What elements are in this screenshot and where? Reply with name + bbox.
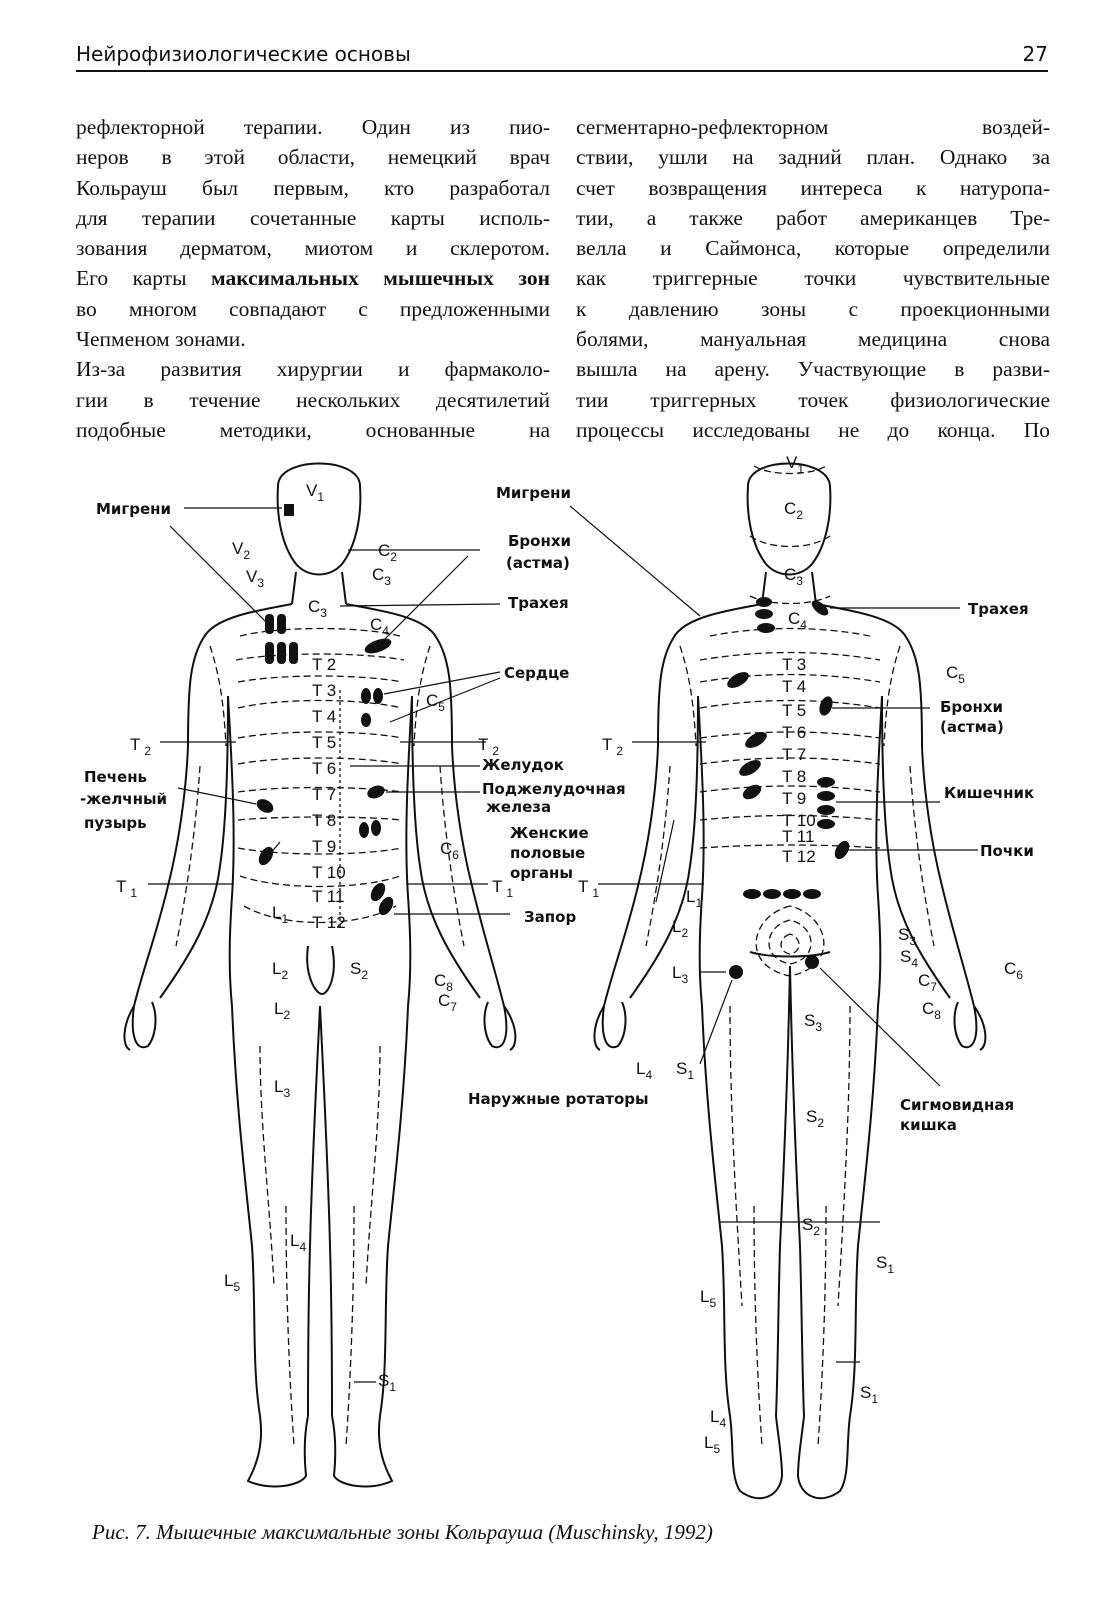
thoracic-label: T 11: [312, 887, 345, 906]
text-line: как триггерные точки чувствительные: [576, 266, 1050, 291]
seg-label: $L_4$: [710, 1407, 727, 1430]
seg-label: $S_1$: [876, 1253, 895, 1276]
thoracic-label: T 5: [782, 701, 807, 720]
text-line: Из-за развития хирургии и фармаколо-: [76, 357, 550, 382]
seg-label: $C_3$: [372, 565, 391, 588]
seg-label: $V_2$: [232, 539, 251, 562]
zone-mark: [803, 889, 821, 899]
label-pancreas: Поджелудочная: [482, 780, 626, 798]
label-trachea: Трахея: [508, 594, 569, 612]
label-kidneys: Почки: [980, 842, 1034, 860]
text-line: вышла на арену. Участвующие в разви-: [576, 357, 1050, 382]
seg-label: $L_5$: [224, 1271, 241, 1294]
back-labels: [468, 484, 1034, 1134]
seg-label: $C_6$: [1004, 959, 1023, 982]
label-bronchi: Бронхи: [940, 698, 1004, 716]
thoracic-label: T 11: [782, 827, 815, 846]
text-line: неров в этой области, немецкий врач: [76, 145, 550, 170]
label-bronchi-sub: (астма): [506, 554, 570, 572]
thoracic-label: T 12: [312, 913, 346, 932]
seg-label: $L_3$: [274, 1077, 291, 1100]
thoracic-label: T 8: [312, 811, 337, 830]
seg-label: T $_1$: [492, 877, 514, 900]
figure-caption: Рис. 7. Мышечные максимальные зоны Кольрауша (Muschinsky, 1992): [92, 1520, 713, 1544]
zone-mark: [756, 597, 772, 607]
label-sigmoid: Сигмовидная: [900, 1096, 1015, 1114]
seg-label: $L_1$: [272, 903, 289, 926]
seg-label: $L_2$: [272, 959, 289, 982]
text-line: во многом совпадают с предложенными: [76, 296, 550, 321]
front-thoracic: [312, 655, 346, 932]
thoracic-label: T 9: [312, 837, 337, 856]
seg-label: $C_4$: [788, 609, 807, 632]
zone-mark: [737, 757, 764, 779]
label-liver: пузырь: [84, 814, 147, 832]
label-bronchi-sub: (астма): [940, 718, 1004, 736]
seg-label: $C_5$: [426, 691, 445, 714]
label-pancreas: железа: [486, 798, 552, 816]
thoracic-label: T 3: [782, 655, 807, 674]
seg-label: $C_2$: [784, 499, 803, 522]
label-sigmoid: кишка: [900, 1116, 957, 1134]
zone-mark: [740, 782, 763, 802]
seg-label: $V_3$: [246, 567, 265, 590]
zone-mark: [365, 783, 386, 800]
thoracic-label: T 10: [312, 863, 346, 882]
seg-label: $V_1$: [306, 481, 325, 504]
seg-label: $L_3$: [672, 963, 689, 986]
zone-mark: [371, 820, 381, 836]
label-migraine: Мигрени: [96, 500, 172, 518]
seg-label: $C_8$: [922, 999, 941, 1022]
front-labels: [80, 500, 626, 926]
text-line: рефлекторной терапии. Один из пио-: [76, 115, 550, 139]
seg-label: $S_2$: [350, 959, 369, 982]
seg-label: $L_1$: [686, 887, 703, 910]
seg-label: $L_5$: [704, 1433, 721, 1456]
thoracic-label: T 9: [782, 789, 807, 808]
text-line: Кольрауш был первым, кто разработал: [76, 175, 550, 200]
label-female: органы: [510, 864, 573, 882]
seg-label: $S_2$: [806, 1107, 825, 1130]
thoracic-label: T 7: [312, 785, 337, 804]
zone-mark: [755, 609, 773, 619]
text-line: велла и Саймонса, которые определили: [576, 236, 1050, 261]
seg-label: $L_5$: [700, 1287, 717, 1310]
label-heart: Сердце: [504, 664, 570, 682]
thoracic-label: T 4: [312, 707, 337, 726]
zone-mark: [373, 688, 383, 704]
zone-mark: [817, 695, 835, 718]
page-number: 27: [1022, 42, 1048, 66]
seg-label: $L_2$: [672, 917, 689, 940]
seg-label: T $_2$: [130, 735, 152, 758]
zone-mark: [361, 688, 371, 704]
thoracic-label: T 10: [782, 811, 816, 830]
seg-label: $S_3$: [804, 1011, 823, 1034]
label-bronchi: Бронхи: [508, 532, 572, 550]
seg-label: $L_4$: [290, 1231, 307, 1254]
seg-label: $L_4$: [636, 1059, 653, 1082]
text-line: болями, мануальная медицина снова: [576, 327, 1050, 352]
left-column: [76, 112, 550, 445]
text-line: к давлению зоны с проекционными: [576, 296, 1050, 321]
zone-mark: [817, 777, 835, 787]
zone-mark: [361, 713, 371, 727]
label-stomach: Желудок: [482, 756, 564, 774]
seg-label: $S_1$: [860, 1383, 879, 1406]
zone-mark: [763, 889, 781, 899]
zone-mark: [265, 614, 274, 634]
seg-label: T $_1$: [116, 877, 138, 900]
zone-mark: [817, 805, 835, 815]
zone-mark: [757, 623, 775, 633]
zone-mark: [289, 642, 298, 664]
seg-label: $C_7$: [438, 991, 457, 1014]
thoracic-label: T 2: [312, 655, 337, 674]
thoracic-label: T 6: [312, 759, 337, 778]
label-constipation: Запор: [524, 908, 577, 926]
seg-label: $S_3$: [898, 925, 917, 948]
text-line: зования дерматом, миотом и склеротом.: [76, 236, 550, 261]
seg-label: $S_1$: [676, 1059, 695, 1082]
text-line: тии, а также работ американцев Тре-: [576, 205, 1050, 230]
seg-label: $C_5$: [946, 663, 965, 686]
text-line: счет возвращения интереса к натуропа-: [576, 175, 1050, 200]
text-line: гии в течение нескольких десятилетий: [76, 387, 550, 412]
thoracic-label: T 3: [312, 681, 337, 700]
seg-label: $C_3$: [784, 565, 803, 588]
zone-mark: [817, 791, 835, 801]
running-title: Нейрофизиологические основы: [76, 42, 411, 66]
text-line: сегментарно-рефлекторном воздей-: [576, 115, 1050, 139]
seg-label: $C_4$: [370, 615, 389, 638]
seg-label: T $_2$: [478, 735, 500, 758]
label-migraine: Мигрени: [496, 484, 572, 502]
zone-mark: [359, 822, 369, 838]
body-diagram: [60, 446, 1060, 1518]
label-liver: Печень: [84, 768, 148, 786]
zone-mark: [363, 636, 393, 657]
zone-mark: [284, 504, 294, 516]
bold-term: максимальных мышечных зон: [211, 266, 550, 291]
thoracic-label: T 4: [782, 677, 807, 696]
thoracic-label: T 12: [782, 847, 816, 866]
right-column: [576, 112, 1050, 445]
page-header: [76, 36, 1048, 72]
seg-label: $S_2$: [802, 1215, 821, 1238]
label-rotators: Наружные ротаторы: [468, 1090, 649, 1108]
label-trachea: Трахея: [968, 600, 1029, 618]
seg-label: T $_1$: [578, 877, 600, 900]
back-leaders: [570, 506, 978, 1362]
text-line: подобные методики, основанные на: [76, 417, 550, 442]
zone-mark: [805, 955, 819, 969]
front-segment-labels: [116, 481, 513, 1394]
zone-mark: [743, 889, 761, 899]
zone-mark: [277, 642, 286, 664]
zone-mark: [265, 642, 274, 664]
zone-mark: [783, 889, 801, 899]
back-thoracic: [782, 655, 816, 866]
seg-label: $L_2$: [274, 999, 291, 1022]
seg-label: $C_3$: [308, 597, 327, 620]
zone-mark: [256, 844, 276, 867]
label-intestine: Кишечник: [944, 784, 1035, 802]
label-female: Женские: [510, 824, 589, 842]
thoracic-label: T 6: [782, 723, 807, 742]
thoracic-label: T 8: [782, 767, 807, 786]
text-line: процессы исследованы не до конца. По: [576, 417, 1050, 442]
thoracic-label: T 5: [312, 733, 337, 752]
zone-mark: [743, 729, 770, 751]
zone-mark: [729, 965, 743, 979]
seg-label: $C_8$: [434, 971, 453, 994]
zone-mark: [254, 796, 276, 815]
text-line: Чепменом зонами.: [76, 327, 246, 352]
label-female: половые: [510, 844, 586, 862]
zone-mark: [817, 819, 835, 829]
zone-mark: [277, 614, 286, 634]
seg-label: $S_1$: [378, 1371, 397, 1394]
zone-mark: [725, 669, 752, 691]
seg-label: $C_7$: [918, 971, 937, 994]
seg-label: $C_6$: [440, 839, 459, 862]
thoracic-label: T 7: [782, 745, 807, 764]
kohlrausch-figure: [60, 446, 1060, 1518]
seg-label: T $_2$: [602, 735, 624, 758]
zone-mark: [809, 598, 831, 619]
seg-label: $S_4$: [900, 947, 919, 970]
text-line: ствии, ушли на задний план. Однако за: [576, 145, 1050, 170]
text-line: тии триггерных точек физиологические: [576, 387, 1050, 412]
text-fragment: Его карты: [76, 266, 187, 291]
seg-label: $V_1$: [786, 453, 805, 476]
label-liver: -желчный: [80, 790, 168, 808]
seg-label: $C_2$: [378, 541, 397, 564]
text-line: [76, 263, 550, 293]
text-line: для терапии сочетанные карты исполь-: [76, 205, 550, 230]
